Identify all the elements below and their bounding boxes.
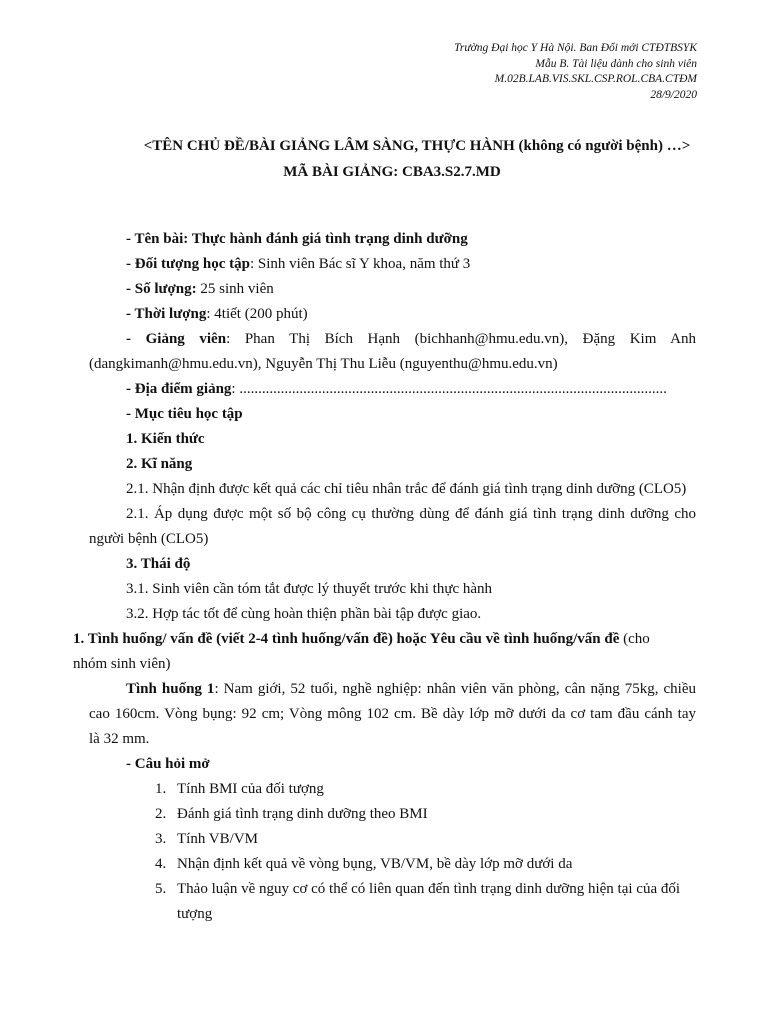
case-1-line3: là 32 mm.: [89, 731, 150, 747]
header-template: Mẫu B. Tài liệu dành cho sinh viên: [535, 57, 697, 70]
open-questions-heading: - Câu hỏi mở: [126, 756, 210, 772]
attitude-objective-2: 3.2. Hợp tác tốt để cùng hoàn thiện phần bài tập được giao.: [126, 606, 482, 622]
header-date: 28/9/2020: [650, 88, 697, 101]
attitude-objective-1: 3.1. Sinh viên cần tóm tắt được lý thuyết trước khi thực hành: [126, 581, 493, 597]
attitude-heading: 3. Thái độ: [126, 556, 191, 572]
skill-objective-2-line2: người bệnh (CLO5): [89, 531, 209, 547]
target-learners: - Đối tượng học tập: Sinh viên Bác sĩ Y khoa, năm thứ 3: [126, 256, 471, 272]
lecturers-line1: - Giảng viên: Phan Thị Bích Hạnh (bichhanh@hmu.edu.vn), Đặng Kim Anh: [126, 331, 696, 347]
list-item: 5. Thảo luận về nguy cơ có thể có liên quan đến tình trạng dinh dưỡng hiện tại của đối tượng: [155, 881, 681, 922]
document-body: [73, 227, 696, 927]
list-item: 4. Nhận định kết quả về vòng bụng, VB/VM, bề dày lớp mỡ dưới da: [155, 856, 573, 872]
skill-objective-1: 2.1. Nhận định được kết quả các chỉ tiêu nhân trắc để đánh giá tình trạng dinh dưỡng (CLO5): [126, 481, 687, 497]
learning-objectives-heading: - Mục tiêu học tập: [126, 406, 243, 422]
list-item: 1. Tính BMI của đối tượng: [155, 781, 324, 797]
header-code: M.02B.LAB.VIS.SKL.CSP.ROL.CBA.CTĐM: [494, 73, 697, 85]
teaching-location: - Địa điểm giảng: ..................................................................................................................: [126, 381, 667, 397]
lecture-code: MÃ BÀI GIẢNG: CBA3.S2.7.MD: [283, 164, 501, 180]
section-1-heading-line2: nhóm sinh viên): [73, 656, 171, 672]
lesson-name: - Tên bài: Thực hành đánh giá tình trạng dinh dưỡng: [126, 231, 468, 247]
document-titles: [0, 136, 768, 182]
case-1-line1: Tình huống 1: Nam giới, 52 tuổi, nghề nghiệp: nhân viên văn phòng, cân nặng 75kg, chiều: [126, 681, 696, 697]
case-1-line2: cao 160cm. Vòng bụng: 92 cm; Vòng mông 102 cm. Bề dày lớp mỡ dưới da cơ tam đầu cánh tay: [89, 706, 696, 722]
document-header: [277, 41, 697, 103]
header-institution: Trường Đại học Y Hà Nội. Ban Đổi mới CTĐTBSYK: [454, 42, 697, 54]
list-item: 3. Tính VB/VM: [155, 831, 258, 847]
list-item: 2. Đánh giá tình trạng dinh dưỡng theo BMI: [155, 806, 428, 822]
student-count: - Số lượng: 25 sinh viên: [126, 281, 274, 297]
lecture-title: <TÊN CHỦ ĐỀ/BÀI GIẢNG LÂM SÀNG, THỰC HÀNH (không có người bệnh) …>: [143, 138, 691, 154]
lecturers-line2: (dangkimanh@hmu.edu.vn), Nguyễn Thị Thu Liễu (nguyenthu@hmu.edu.vn): [89, 356, 558, 372]
skills-heading: 2. Kĩ năng: [126, 456, 193, 472]
open-questions-list: [89, 777, 696, 927]
duration: - Thời lượng: 4tiết (200 phút): [126, 306, 308, 322]
skill-objective-2-line1: 2.1. Áp dụng được một số bộ công cụ thường dùng để đánh giá tình trạng dinh dưỡng cho: [126, 506, 696, 522]
section-1-heading: 1. Tình huống/ vấn đề (viết 2-4 tình huống/vấn đề) hoặc Yêu cầu về tình huống/vấn đề (cho: [73, 631, 650, 647]
knowledge-heading: 1. Kiến thức: [126, 431, 205, 447]
